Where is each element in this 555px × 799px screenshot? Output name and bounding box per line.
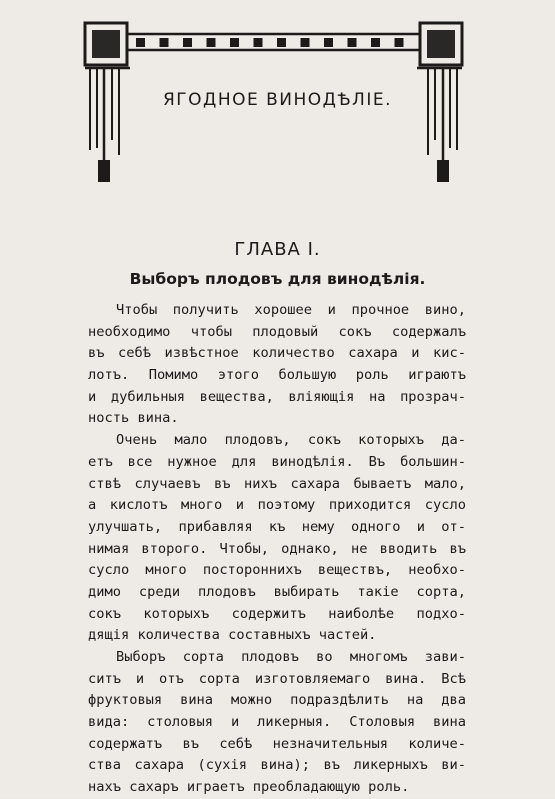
text-line: ситъ и отъ сорта изготовляемаго вина. Всѣ [88, 670, 466, 687]
text-line: Очень мало плодовъ, сокъ которыхъ да- [116, 432, 466, 449]
text-line: димо среди плодовъ выбирать такіе сорта, [88, 583, 466, 600]
text-line: ность вина. [88, 410, 179, 427]
text-line: ства сахара (сухія вина); въ ликерныхъ ви- [88, 757, 466, 774]
text-line: Чтобы получить хорошее и прочное вино, [116, 302, 466, 318]
text-line: и дубильныя вещества, вліяющія на прозрач- [88, 388, 466, 405]
chapter-number: ГЛАВА I. [234, 239, 321, 260]
chapter-body-text [88, 300, 466, 799]
text-line: дящія количества составныхъ частей. [88, 627, 377, 644]
text-line: сокъ которыхъ содержитъ наиболѣе подхо- [88, 605, 466, 622]
text-line: въ себѣ извѣстное количество сахара и кис- [88, 345, 466, 362]
text-line: а кислотъ много и поэтому приходится сусло [88, 497, 466, 514]
running-head: ЯГОДНОЕ ВИНОДѢЛІЕ. [162, 90, 393, 110]
text-line: нахъ сахаръ играетъ преобладающую роль. [88, 779, 410, 796]
text-line: вида: столовыя и ликерныя. Столовыя вина [88, 714, 466, 731]
text-line: улучшать, прибавляя къ нему одного и от- [88, 518, 466, 535]
text-line: необходимо чтобы плодовый сокъ содержалъ [88, 323, 466, 340]
text-line: ствѣ случаевъ въ нихъ сахара бываетъ мало, [88, 475, 466, 492]
text-line: содержатъ въ себѣ незначительныя количе- [88, 735, 466, 752]
text-line: сусло много постороннихъ веществъ, необхо- [88, 562, 466, 579]
text-line: фруктовыя вина можно подраздѣлить на два [88, 692, 466, 709]
text-line: Выборъ сорта плодовъ во многомъ зави- [116, 649, 466, 665]
text-line: нимая второго. Чтобы, однако, не вводить въ [88, 540, 466, 557]
text-line: лотъ. Помимо этого большую роль играютъ [88, 367, 466, 384]
text-line: етъ все нужное для винодѣлія. Въ большин- [88, 453, 466, 470]
chapter-title: Выборъ плодовъ для винодѣлія. [129, 270, 426, 288]
